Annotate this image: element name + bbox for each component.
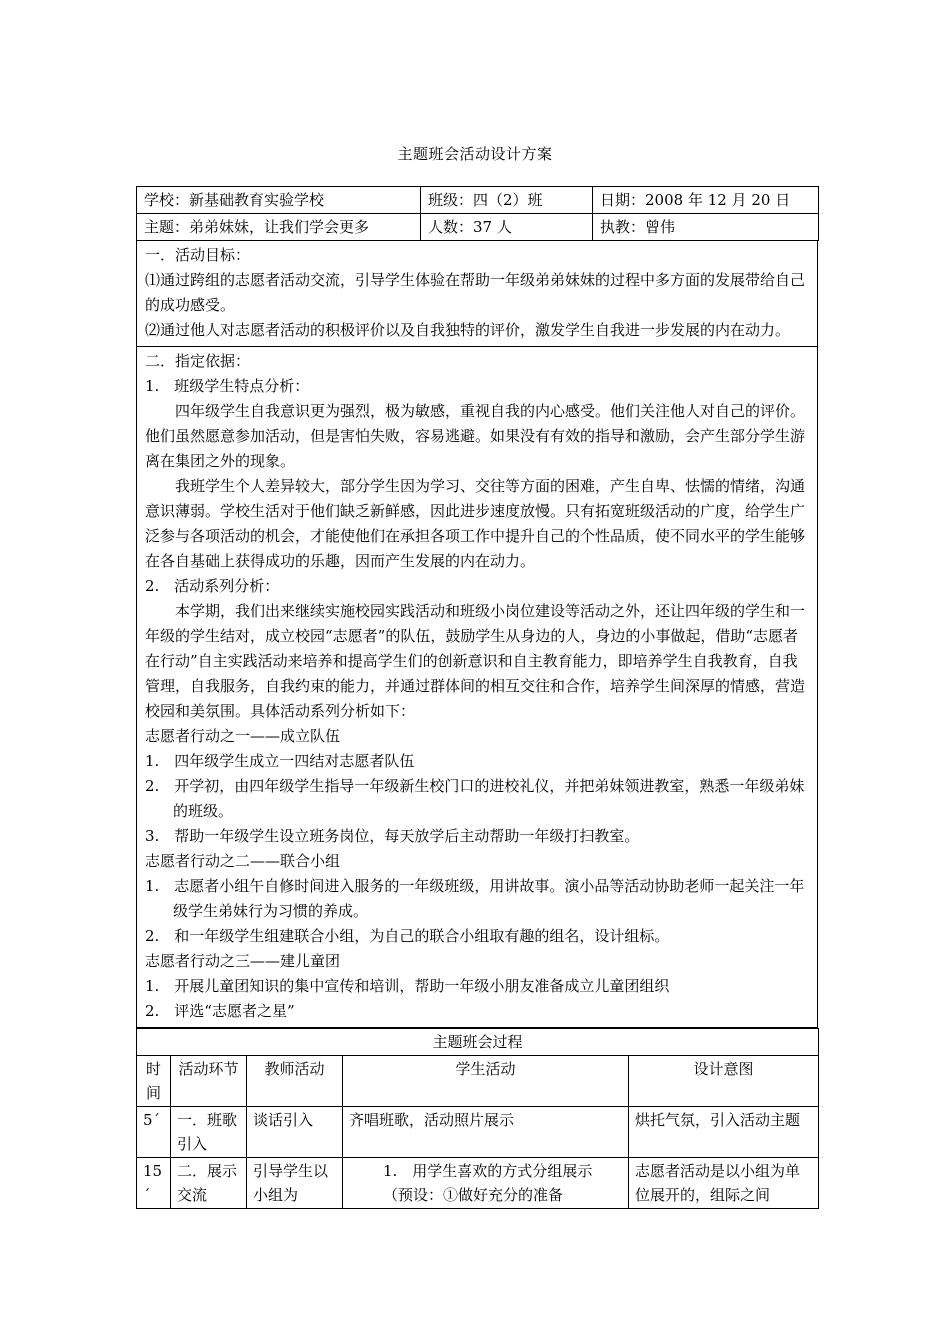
stage-cell: 二．展示交流	[171, 1158, 247, 1209]
header-time: 时间	[137, 1056, 171, 1107]
process-row	[137, 1107, 819, 1158]
basis-paragraph: 四年级学生自我意识更为强烈，极为敏感，重视自我的内心感受。他们关注他人对自己的评价。他们虽然愿意参加活动，但是害怕失败，容易逃避。如果没有有效的指导和激励，会产生部分学生游离在集团之外的现象。	[145, 402, 806, 470]
action-item: 1. 四年级学生成立一四结对志愿者队伍	[145, 752, 415, 770]
page-title: 主题班会活动设计方案	[397, 145, 553, 163]
intent-cell: 烘托气氛，引入活动主题	[629, 1107, 819, 1158]
goals-section	[136, 241, 818, 347]
process-heading: 主题班会过程	[137, 1029, 819, 1056]
basis-paragraph: 本学期，我们出来继续实施校园实践活动和班级小岗位建设等活动之外，还让四年级的学生和一年级的学生结对，成立校园“志愿者”的队伍，鼓励学生从身边的人，身边的小事做起，借助“志愿者在行动”自主实践活动来培养和提高学生们的创新意识和自主教育能力，即培养学生自我教育，自我管理，自我服务，自我约束的能力，并通过群体间的相互交往和合作，培养学生间深厚的情感，营造校园和美氛围。具体活动系列分析如下：	[145, 602, 806, 720]
info-row	[137, 187, 819, 214]
theme-cell: 主题：弟弟妹妹，让我们学会更多	[137, 214, 421, 241]
student-activity-cell: 齐唱班歌，活动照片展示	[343, 1107, 629, 1158]
process-header-row	[137, 1056, 819, 1107]
header-intent: 设计意图	[629, 1056, 819, 1107]
time-cell: 5´	[137, 1107, 171, 1158]
header-student: 学生活动	[343, 1056, 629, 1107]
process-table	[136, 1028, 819, 1209]
student-activity-cell: 1. 用学生喜欢的方式分组展示（预设：①做好充分的准备	[343, 1158, 629, 1209]
action-item: 3. 帮助一年级学生设立班务岗位，每天放学后主动帮助一年级打扫教室。	[145, 827, 640, 845]
action-item: 1. 开展儿童团知识的集中宣传和培训，帮助一年级小朋友准备成立儿童团组织	[145, 977, 670, 995]
teacher-activity-cell: 谈话引入	[247, 1107, 343, 1158]
class-cell: 班级：四（2）班	[421, 187, 593, 214]
goals-heading: 一．活动目标：	[145, 246, 251, 264]
school-cell: 学校：新基础教育实验学校	[137, 187, 421, 214]
count-cell: 人数：37 人	[421, 214, 593, 241]
info-row	[137, 214, 819, 241]
basis-subheading: 1. 班级学生特点分析：	[145, 377, 310, 395]
action-item: 1. 志愿者小组午自修时间进入服务的一年级班级，用讲故事。演小品等活动协助老师一起关注一年级学生弟妹行为习惯的养成。	[145, 877, 805, 920]
teacher-cell: 执教：曾伟	[593, 214, 819, 241]
action-item: 2. 和一年级学生组建联合小组，为自己的联合小组取有趣的组名，设计组标。	[145, 927, 670, 945]
goal-item: ⑵通过他人对志愿者活动的积极评价以及自我独特的评价，激发学生自我进一步发展的内在动力。	[145, 321, 791, 339]
basis-heading: 二．指定依据：	[145, 352, 251, 370]
header-teacher: 教师活动	[247, 1056, 343, 1107]
action-title: 志愿者行动之一——成立队伍	[145, 727, 341, 745]
basis-paragraph: 我班学生个人差异较大，部分学生因为学习、交往等方面的困难，产生自卑、怯懦的情绪，沟通意识薄弱。学校生活对于他们缺乏新鲜感，因此进步速度放慢。只有拓宽班级活动的广度，给学生广泛参与各项活动的机会，才能使他们在承担各项工作中提升自己的个性品质，使不同水平的学生能够在各自基础上获得成功的乐趣，因而产生发展的内在动力。	[145, 477, 806, 570]
intent-cell: 志愿者活动是以小组为单位展开的，组际之间	[629, 1158, 819, 1209]
stage-cell: 一．班歌引入	[171, 1107, 247, 1158]
goal-item: ⑴通过跨组的志愿者活动交流，引导学生体验在帮助一年级弟弟妹妹的过程中多方面的发展带给自己的成功感受。	[145, 271, 806, 314]
teacher-activity-cell: 引导学生以小组为	[247, 1158, 343, 1209]
date-cell: 日期：2008 年 12 月 20 日	[593, 187, 819, 214]
plan-document	[136, 186, 818, 1209]
process-row	[137, 1158, 819, 1209]
basis-section	[136, 347, 818, 1028]
action-title: 志愿者行动之二——联合小组	[145, 852, 341, 870]
header-stage: 活动环节	[171, 1056, 247, 1107]
process-heading-row	[137, 1029, 819, 1056]
action-title: 志愿者行动之三——建儿童团	[145, 952, 341, 970]
time-cell: 15´	[137, 1158, 171, 1209]
action-item: 2. 评选“志愿者之星”	[145, 1002, 295, 1020]
info-table	[136, 186, 819, 241]
action-item: 2. 开学初，由四年级学生指导一年级新生校门口的进校礼仪，并把弟妹领进教室，熟悉一年级弟妹的班级。	[145, 777, 805, 820]
basis-subheading: 2. 活动系列分析：	[145, 577, 280, 595]
